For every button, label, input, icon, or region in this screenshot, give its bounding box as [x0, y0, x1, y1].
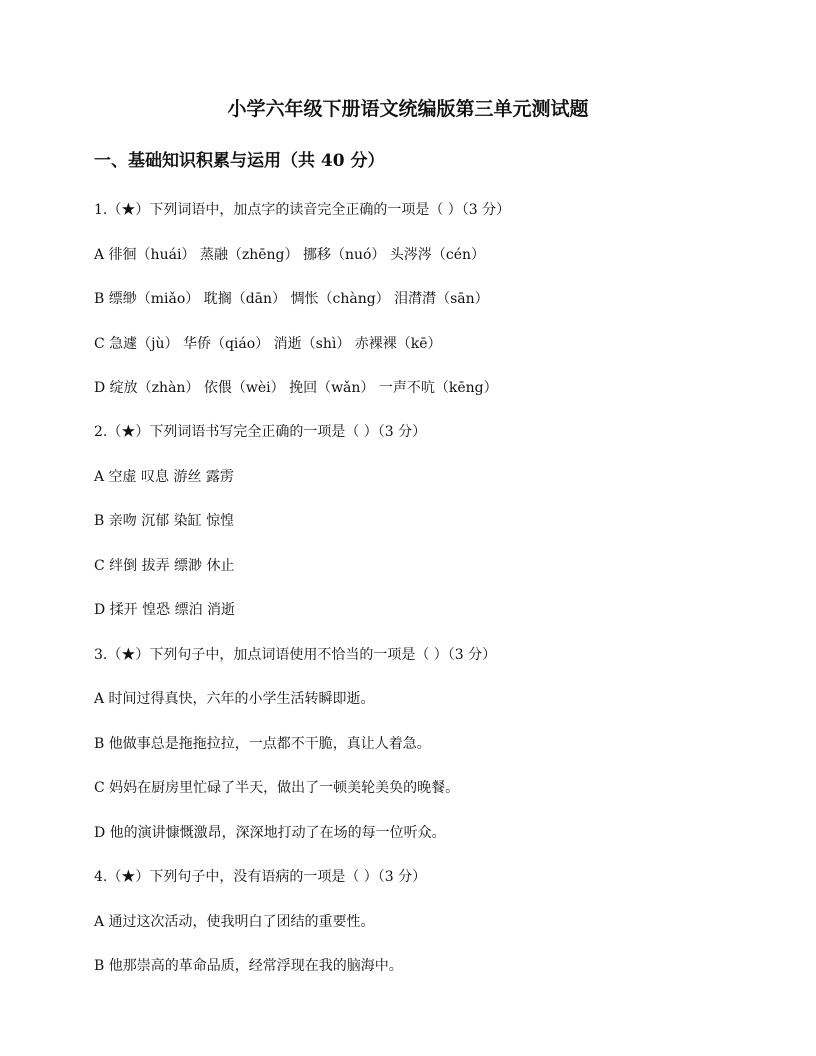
q3-option-d: D 他的演讲慷慨激昂，深深地打动了在场的每一位听众。	[94, 825, 446, 841]
q2-option-d: D 揉开 惶恐 缥泊 消逝	[94, 602, 236, 618]
question-2: 2.（★）下列词语书写完全正确的一项是（ ）（3 分）	[94, 424, 427, 440]
question-1: 1.（★）下列词语中，加点字的读音完全正确的一项是（ ）（3 分）	[94, 202, 511, 218]
q2-option-b: B 亲吻 沉郁 染缸 惊惶	[94, 513, 235, 529]
q3-option-a: A 时间过得真快，六年的小学生活转瞬即逝。	[94, 691, 375, 707]
q4-option-a: A 通过这次活动，使我明白了团结的重要性。	[94, 914, 375, 930]
question-3: 3.（★）下列句子中，加点词语使用不恰当的一项是（ ）（3 分）	[94, 647, 497, 663]
page-title: 小学六年级下册语文统编版第三单元测试题	[227, 98, 589, 120]
question-4: 4.（★）下列句子中，没有语病的一项是（ ）（3 分）	[94, 869, 427, 885]
q2-option-c: C 绊倒 拔弄 缥渺 休止	[94, 558, 235, 574]
q3-option-b: B 他做事总是拖拖拉拉，一点都不干脆，真让人着急。	[94, 736, 431, 752]
q3-option-c: C 妈妈在厨房里忙碌了半天，做出了一顿美轮美奂的晚餐。	[94, 780, 460, 796]
q1-option-c: C 急遽（jù） 华侨（qiáo） 消逝（shì） 赤裸裸（kē）	[94, 336, 442, 352]
q4-option-b: B 他那崇高的革命品质，经常浮现在我的脑海中。	[94, 958, 403, 974]
q1-option-d: D 绽放（zhàn） 依偎（wèi） 挽回（wǎn） 一声不吭（kēng）	[94, 380, 498, 396]
section-heading: 一、基础知识积累与运用（共 40 分）	[94, 151, 385, 171]
q2-option-a: A 空虚 叹息 游丝 露雳	[94, 469, 234, 485]
q1-option-a: A 徘徊（huái） 蒸融（zhēng） 挪移（nuó） 头涔涔（cén）	[94, 247, 486, 263]
q1-option-b: B 缥缈（miǎo） 耽搁（dān） 惆怅（chàng） 泪潸潸（sān）	[94, 291, 489, 307]
